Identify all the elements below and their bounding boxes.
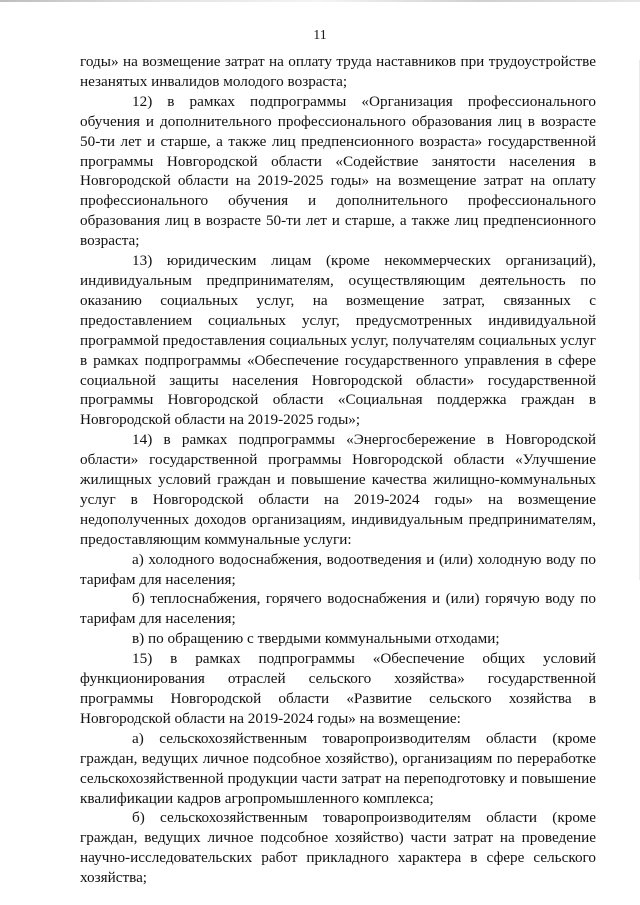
subitem-14v: в) по обращению с твердыми коммунальными отходами;: [132, 630, 500, 648]
subitem-14a: а) холодного водоснабжения, водоотведения и (или) холодную воду по тарифам для населения;: [80, 550, 596, 588]
paragraph-item-14: 14) в рамках подпрограммы «Энергосбережение в Новгородской области» государственной программы Новгородской области «Улучшение жилищных условий граждан и повышение качества жилищно-коммунальных услуг в Новгородской области на 2019-2024 годы» на возмещение недополученных доходов организациям, индивидуальным предпринимателям, предоставляющим коммунальные услуги:: [80, 431, 596, 548]
page-number: 11: [313, 28, 327, 43]
paragraph-item-13: 13) юридическим лицам (кроме некоммерческих организаций), индивидуальным предпринимателям, осуществляющим деятельность по оказанию социальных услуг, на возмещение затрат, связанных с предоставлением социальных услуг, предусмотренных индивидуальной программой предоставления социальных услуг, получателям социальных услуг в рамках подпрограммы «Обеспечение государственного управления в сфере социальной защиты населения Новгородской области» государственной программы Новгородской области «Социальная поддержка граждан в Новгородской области на 2019-2025 годы»;: [80, 252, 596, 429]
subitem-15a: а) сельскохозяйственным товаропроизводителям области (кроме граждан, ведущих личное подсобное хозяйство), организациям по переработке сельскохозяйственной продукции части затрат на переподготовку и повышение квалификации кадров агропромышленного комплекса;: [80, 729, 596, 807]
subitem-14b: б) теплоснабжения, горячего водоснабжения и (или) горячую воду по тарифам для населения;: [80, 590, 596, 628]
paragraph-item-12: 12) в рамках подпрограммы «Организация профессионального обучения и дополнительного профессионального образования лиц в возрасте 50-ти лет и старше, а также лиц предпенсионного возраста» государственной программы Новгородской области «Содействие занятости населения в Новгородской области на 2019-2025 годы» на возмещение затрат на оплату профессионального обучения и дополнительного профессионального образования лиц в возрасте 50-ти лет и старше, а также лиц предпенсионного возраста;: [80, 92, 596, 250]
paragraph-continuation: годы» на возмещение затрат на оплату труда наставников при трудоустройстве незанятых инвалидов молодого возраста;: [80, 53, 596, 90]
paragraph-item-15: 15) в рамках подпрограммы «Обеспечение общих условий функционирования отраслей сельского хозяйства» государственной программы Новгородской области «Развитие сельского хозяйства в Новгородской области на 2019-2024 годы» на возмещение:: [80, 650, 596, 727]
document-body: [80, 52, 596, 888]
scan-edge-top: [0, 0, 640, 2]
subitem-15b: б) сельскохозяйственным товаропроизводителям области (кроме граждан, ведущих личное подсобное хозяйство) части затрат на проведение научно-исследовательских работ прикладного характера в сфере сельского хозяйства;: [80, 809, 596, 887]
